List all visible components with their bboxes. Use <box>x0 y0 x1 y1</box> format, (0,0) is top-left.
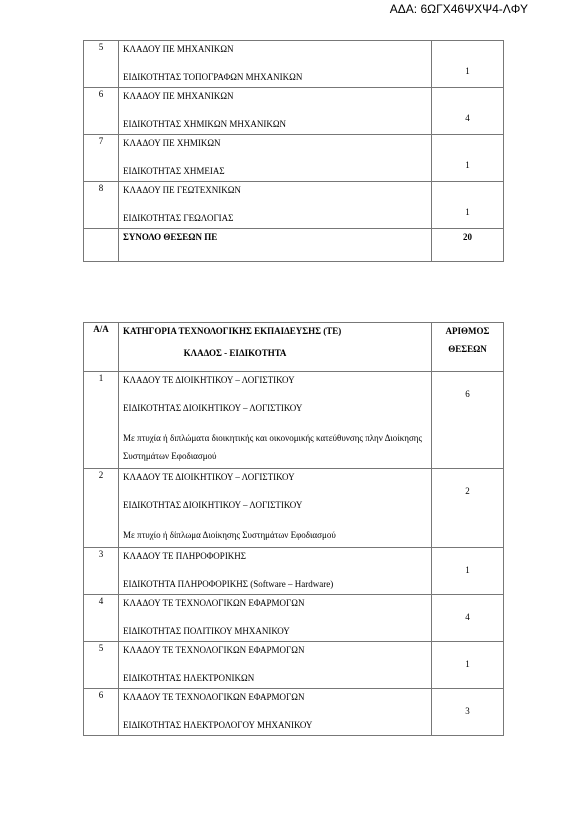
klados-text: ΚΛΑΔΟΥ ΠΕ ΓΕΩΤΕΧΝΙΚΩΝ <box>123 185 241 195</box>
total-row <box>84 229 504 262</box>
row-description <box>119 135 432 182</box>
row-aa: 2 <box>84 469 119 548</box>
header-theseis: ΑΡΙΘΜΟΣ ΘΕΣΕΩΝ <box>432 323 504 372</box>
row-description <box>119 689 432 736</box>
row-theseis: 2 <box>432 469 504 548</box>
row-theseis: 1 <box>432 135 504 182</box>
row-theseis: 1 <box>432 41 504 88</box>
klados-text: ΚΛΑΔΟΥ ΤΕ ΤΕΧΝΟΛΟΓΙΚΩΝ ΕΦΑΡΜΟΓΩΝ <box>123 598 305 608</box>
row-description <box>119 548 432 595</box>
row-theseis: 3 <box>432 689 504 736</box>
row-aa: 6 <box>84 689 119 736</box>
table-header <box>84 323 504 372</box>
row-theseis: 4 <box>432 595 504 642</box>
table-row <box>84 88 504 135</box>
eidikotita-text: ΕΙΔΙΚΟΤΗΤΑΣ ΔΙΟΙΚΗΤΙΚΟΥ – ΛΟΓΙΣΤΙΚΟΥ <box>123 500 303 510</box>
eidikotita-text: ΕΙΔΙΚΟΤΗΤΑΣ ΗΛΕΚΤΡΟΝΙΚΩΝ <box>123 673 255 683</box>
table-row <box>84 595 504 642</box>
row-aa: 1 <box>84 372 119 469</box>
row-theseis: 1 <box>432 182 504 229</box>
table-row <box>84 642 504 689</box>
row-description <box>119 88 432 135</box>
table-row <box>84 41 504 88</box>
table-row <box>84 469 504 548</box>
eidikotita-text: ΕΙΔΙΚΟΤΗΤΑΣ ΧΗΜΕΙΑΣ <box>123 166 225 176</box>
table-row <box>84 548 504 595</box>
row-aa: 5 <box>84 41 119 88</box>
row-theseis: 4 <box>432 88 504 135</box>
row-theseis: 1 <box>432 642 504 689</box>
row-aa: 4 <box>84 595 119 642</box>
row-aa: 8 <box>84 182 119 229</box>
total-value: 20 <box>432 229 504 262</box>
klados-text: ΚΛΑΔΟΥ ΠΕ ΜΗΧΑΝΙΚΩΝ <box>123 91 234 101</box>
table-row <box>84 372 504 469</box>
eidikotita-text: ΕΙΔΙΚΟΤΗΤΑΣ ΧΗΜΙΚΩΝ ΜΗΧΑΝΙΚΩΝ <box>123 119 287 129</box>
klados-text: ΚΛΑΔΟΥ ΤΕ ΤΕΧΝΟΛΟΓΙΚΩΝ ΕΦΑΡΜΟΓΩΝ <box>123 692 305 702</box>
eidikotita-text: ΕΙΔΙΚΟΤΗΤΑΣ ΔΙΟΙΚΗΤΙΚΟΥ – ΛΟΓΙΣΤΙΚΟΥ <box>123 403 303 413</box>
table-row <box>84 182 504 229</box>
row-description <box>119 642 432 689</box>
klados-text: ΚΛΑΔΟΥ ΤΕ ΔΙΟΙΚΗΤΙΚΟΥ – ΛΟΓΙΣΤΙΚΟΥ <box>123 375 295 385</box>
eidikotita-text: ΕΙΔΙΚΟΤΗΤΑ ΠΛΗΡΟΦΟΡΙΚΗΣ (Software – Hardware) <box>123 579 334 589</box>
header-aa: Α/Α <box>84 323 119 372</box>
qualification-text: Με πτυχίο ή δίπλωμα Διοίκησης Συστημάτων Εφοδιασμού <box>123 530 336 540</box>
row-description <box>119 41 432 88</box>
table-te <box>83 322 504 736</box>
row-description <box>119 595 432 642</box>
total-label: ΣΥΝΟΛΟ ΘΕΣΕΩΝ ΠΕ <box>119 229 432 262</box>
eidikotita-text: ΕΙΔΙΚΟΤΗΤΑΣ ΗΛΕΚΤΡΟΛΟΓΟΥ ΜΗΧΑΝΙΚΟΥ <box>123 720 313 730</box>
row-theseis: 1 <box>432 548 504 595</box>
klados-text: ΚΛΑΔΟΥ ΠΕ ΜΗΧΑΝΙΚΩΝ <box>123 44 234 54</box>
row-description <box>119 469 432 548</box>
eidikotita-text: ΕΙΔΙΚΟΤΗΤΑΣ ΤΟΠΟΓΡΑΦΩΝ ΜΗΧΑΝΙΚΩΝ <box>123 72 303 82</box>
eidikotita-text: ΕΙΔΙΚΟΤΗΤΑΣ ΠΟΛΙΤΙΚΟΥ ΜΗΧΑΝΙΚΟΥ <box>123 626 290 636</box>
klados-text: ΚΛΑΔΟΥ ΤΕ ΔΙΟΙΚΗΤΙΚΟΥ – ΛΟΓΙΣΤΙΚΟΥ <box>123 472 295 482</box>
klados-text: ΚΛΑΔΟΥ ΤΕ ΤΕΧΝΟΛΟΓΙΚΩΝ ΕΦΑΡΜΟΓΩΝ <box>123 645 305 655</box>
qualification-text: Με πτυχία ή διπλώματα διοικητικής και οικονομικής κατεύθυνσης πλην Διοίκησης Συστημάτων Εφοδιασμού <box>123 433 423 461</box>
row-aa: 6 <box>84 88 119 135</box>
eidikotita-text: ΕΙΔΙΚΟΤΗΤΑΣ ΓΕΩΛΟΓΙΑΣ <box>123 213 234 223</box>
ada-code: ΑΔΑ: 6ΩΓΧ46ΨΧΨ4-ΛΦΥ <box>389 2 528 16</box>
row-aa: 3 <box>84 548 119 595</box>
row-theseis: 6 <box>432 372 504 469</box>
klados-text: ΚΛΑΔΟΥ ΠΕ ΧΗΜΙΚΩΝ <box>123 138 221 148</box>
row-aa: 7 <box>84 135 119 182</box>
row-description <box>119 372 432 469</box>
klados-text: ΚΛΑΔΟΥ ΤΕ ΠΛΗΡΟΦΟΡΙΚΗΣ <box>123 551 247 561</box>
header-category: ΚΑΤΗΓΟΡΙΑ ΤΕΧΝΟΛΟΓΙΚΗΣ ΕΚΠΑΙΔΕΥΣΗΣ (ΤΕ) ΚΛΑΔΟΣ - ΕΙΔΙΚΟΤΗΤΑ <box>119 323 432 372</box>
table-pe <box>83 40 504 262</box>
row-aa: 5 <box>84 642 119 689</box>
row-description <box>119 182 432 229</box>
table-row <box>84 689 504 736</box>
table-row <box>84 135 504 182</box>
